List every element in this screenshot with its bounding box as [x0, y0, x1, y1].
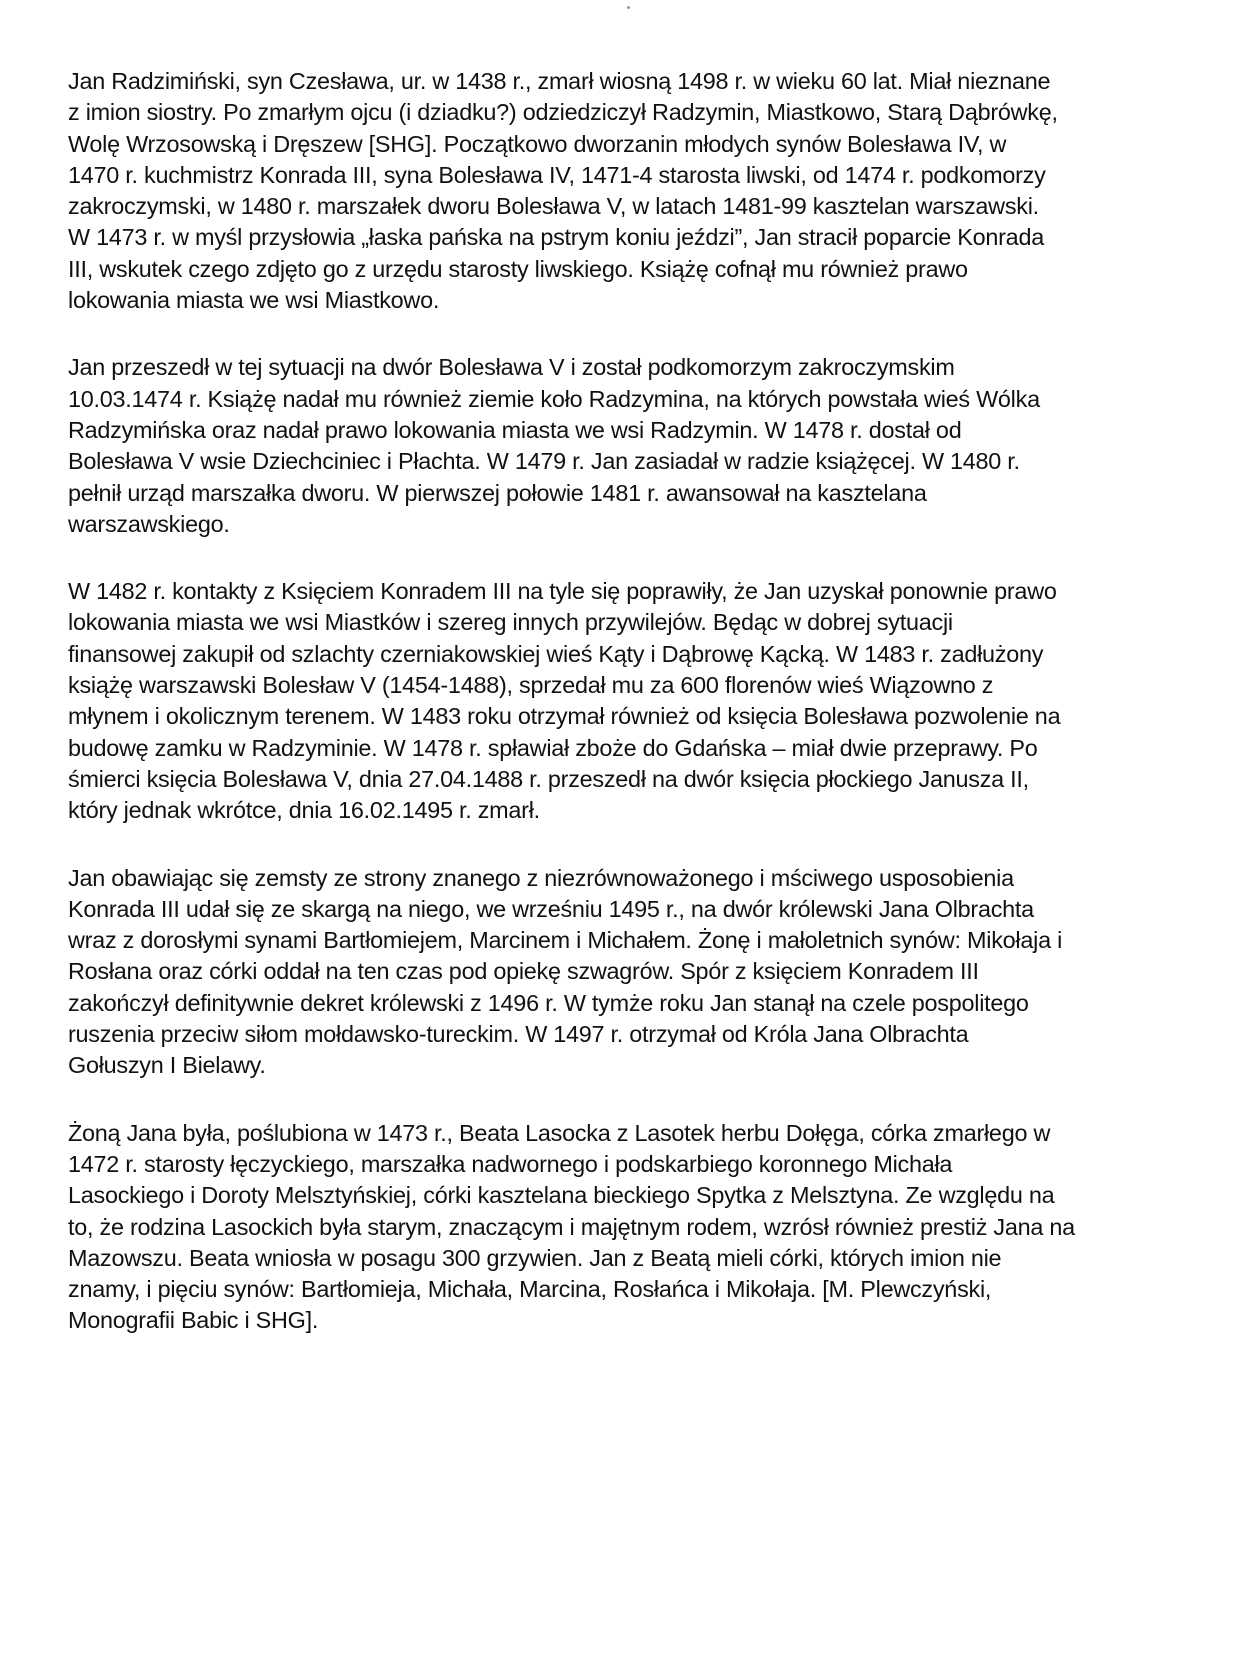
text-line: Lasockiego i Doroty Melsztyńskiej, córki kasztelana bieckiego Spytka z Melsztyna. Ze względu na — [68, 1182, 1055, 1209]
text-line: który jednak wkrótce, dnia 16.02.1495 r. zmarł. — [68, 797, 540, 824]
text-line: Konrada III udał się ze skargą na niego, we wrześniu 1495 r., na dwór królewski Jana Olbrachta — [68, 895, 1034, 922]
text-line: książę warszawski Bolesław V (1454-1488), sprzedał mu za 600 florenów wieś Wiązowno z — [68, 672, 994, 699]
text-line: W 1482 r. kontakty z Księciem Konradem III na tyle się poprawiły, że Jan uzyskał ponownie prawo — [68, 578, 1057, 605]
paragraph-court-of-boleslaw — [68, 352, 1198, 540]
text-line: III, wskutek czego zdjęto go z urzędu starosty liwskiego. Książę cofnął mu również prawo — [68, 255, 968, 282]
paragraph-biography — [68, 66, 1198, 316]
text-line: znamy, i pięciu synów: Bartłomieja, Michała, Marcina, Rosłańca i Mikołaja. [M. Plewczyński, — [68, 1276, 992, 1303]
text-line: Jan Radzimiński, syn Czesława, ur. w 1438 r., zmarł wiosną 1498 r. w wieku 60 lat. Miał nieznane — [68, 68, 1051, 94]
text-line: Żoną Jana była, poślubiona w 1473 r., Beata Lasocka z Lasotek herbu Dołęga, córka zmarłego w — [68, 1119, 1051, 1146]
text-line: Jan obawiając się zemsty ze strony znanego z niezrównoważonego i mściwego usposobienia — [68, 864, 1014, 891]
paragraph-wife-and-children — [68, 1118, 1198, 1337]
text-line: Jan przeszedł w tej sytuacji na dwór Bolesława V i został podkomorzym zakroczymskim — [68, 354, 955, 381]
text-line: budowę zamku w Radzyminie. W 1478 r. spławiał zboże do Gdańska – miał dwie przeprawy. Po — [68, 734, 1038, 761]
text-line: warszawskiego. — [68, 510, 230, 537]
text-line: Radzymińska oraz nadał prawo lokowania miasta we wsi Radzymin. W 1478 r. dostał od — [68, 416, 962, 443]
document-body — [68, 66, 1198, 1373]
text-line: Mazowszu. Beata wniosła w posagu 300 grzywien. Jan z Beatą mieli córki, których imion nie — [68, 1244, 1002, 1271]
text-line: to, że rodzina Lasockich była starym, znaczącym i majętnym rodem, wzrósł również prestiż Jana na — [68, 1213, 1075, 1240]
text-line: Wolę Wrzosowską i Dręszew [SHG]. Początkowo dworzanin młodych synów Bolesława IV, w — [68, 130, 1007, 157]
text-line: Rosłana oraz córki oddał na ten czas pod opiekę szwagrów. Spór z księciem Konradem III — [68, 958, 979, 985]
text-line: W 1473 r. w myśl przysłowia „łaska pańska na pstrym koniu jeździ”, Jan stracił poparcie Konrada — [68, 224, 1044, 251]
text-line: pełnił urząd marszałka dworu. W pierwszej połowie 1481 r. awansował na kasztelana — [68, 479, 927, 506]
text-line: 10.03.1474 r. Książę nadał mu również ziemie koło Radzymina, na których powstała wieś Wólka — [68, 385, 1040, 412]
paragraph-1482-events — [68, 576, 1198, 826]
text-line: zakończył definitywnie dekret królewski z 1496 r. W tymże roku Jan stanął na czele pospolitego — [68, 989, 1029, 1016]
text-line: 1472 r. starosty łęczyckiego, marszałka nadwornego i podskarbiego koronnego Michała — [68, 1150, 953, 1177]
paragraph-complaint-to-king — [68, 863, 1198, 1082]
text-line: Monografii Babic i SHG]. — [68, 1307, 319, 1334]
text-line: Bolesława V wsie Dziechciniec i Płachta. W 1479 r. Jan zasiadał w radzie książęcej. W 1480 r. — [68, 448, 1020, 475]
text-line: śmierci księcia Bolesława V, dnia 27.04.1488 r. przeszedł na dwór księcia płockiego Janusza II, — [68, 765, 1029, 792]
text-line: Gołuszyn I Bielawy. — [68, 1052, 266, 1079]
text-line: wraz z dorosłymi synami Bartłomiejem, Marcinem i Michałem. Żonę i małoletnich synów: Mikołaja i — [68, 927, 1063, 954]
text-line: ruszenia przeciw siłom mołdawsko-tureckim. W 1497 r. otrzymał od Króla Jana Olbrachta — [68, 1021, 969, 1048]
text-line: finansowej zakupił od szlachty czerniakowskiej wieś Kąty i Dąbrowę Kącką. W 1483 r. zadłużony — [68, 640, 1044, 667]
text-line: zakroczymski, w 1480 r. marszałek dworu Bolesława V, w latach 1481-99 kasztelan warszawski. — [68, 193, 1039, 220]
text-line: lokowania miasta we wsi Miastków i szereg innych przywilejów. Będąc w dobrej sytuacji — [68, 609, 953, 636]
text-line: lokowania miasta we wsi Miastkowo. — [68, 287, 440, 314]
text-line: 1470 r. kuchmistrz Konrada III, syna Bolesława IV, 1471-4 starosta liwski, od 1474 r. podkomorzy — [68, 161, 1046, 188]
text-line: z imion siostry. Po zmarłym ojcu (i dziadku?) odziedziczył Radzymin, Miastkowo, Starą Dąbrówkę, — [68, 99, 1058, 126]
scan-artifact-dot — [627, 6, 630, 9]
text-line: młynem i okolicznym terenem. W 1483 roku otrzymał również od księcia Bolesława pozwolenie na — [68, 703, 1061, 730]
